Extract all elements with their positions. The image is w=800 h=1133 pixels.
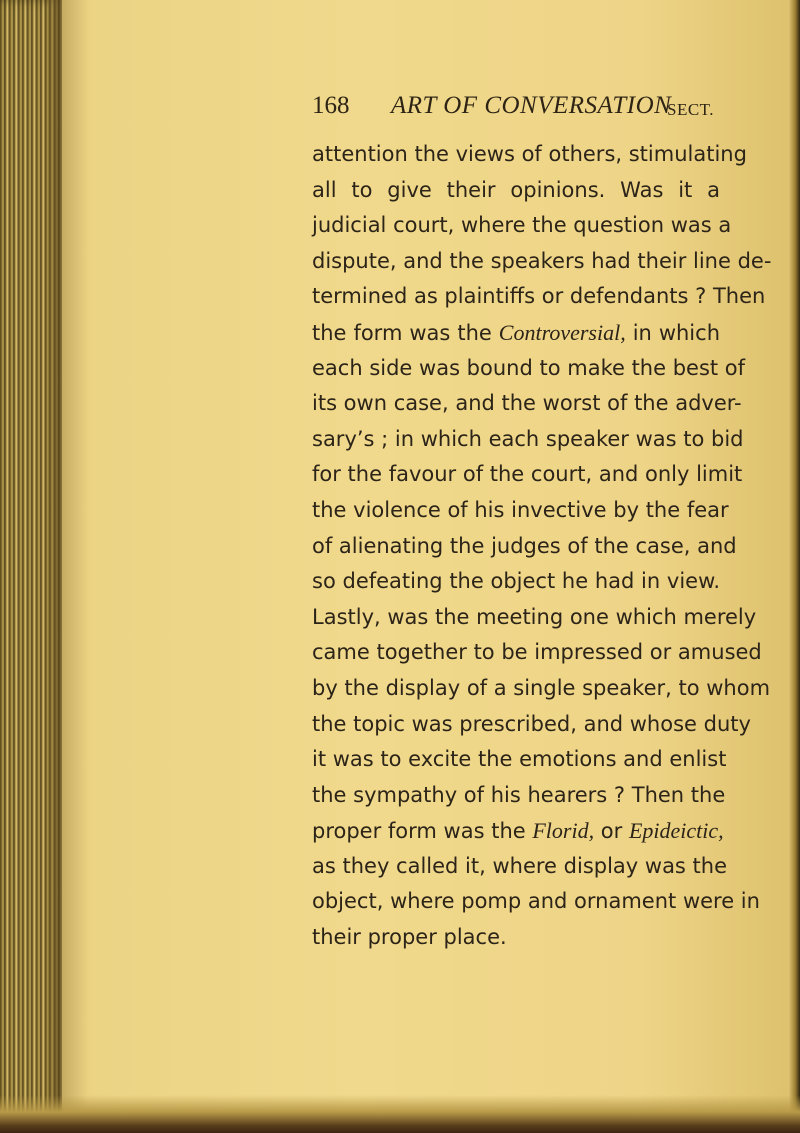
text-run: proper form was the	[312, 819, 533, 844]
text-line	[312, 920, 720, 956]
bottom-page-edge	[0, 1095, 800, 1133]
text-line	[312, 422, 744, 458]
text-run: their proper place.	[312, 925, 507, 950]
text-line	[312, 315, 720, 351]
text-run: attention the views of others, stimulating	[312, 142, 747, 166]
text-run: the topic was prescribed, and whose duty	[312, 711, 751, 736]
text-line	[312, 742, 727, 778]
running-title: ART OF CONVERSATION	[391, 92, 672, 119]
text-run: termined as plaintiffs or defendants ? Then	[312, 284, 766, 309]
text-run: its own case, and the worst of the adver-	[312, 391, 742, 416]
text-line	[312, 707, 751, 743]
running-header	[312, 92, 715, 128]
page-number: 168	[312, 92, 350, 119]
text-line	[312, 351, 746, 387]
text-line	[312, 813, 724, 849]
text-line	[312, 600, 757, 636]
body-text	[312, 137, 772, 956]
text-line	[312, 457, 743, 493]
text-line	[312, 884, 760, 920]
text-line	[312, 849, 728, 885]
text-line	[312, 493, 729, 529]
italic-term: Florid,	[532, 818, 595, 844]
text-run: so defeating the object he had in view.	[312, 569, 720, 594]
text-line	[312, 671, 771, 707]
text-run: sary’s ; in which each speaker was to bid	[312, 426, 744, 451]
text-run: dispute, and the speakers had their line de-	[312, 248, 772, 273]
text-run: all to give their opinions. Was it a	[312, 177, 720, 202]
text-line	[312, 208, 732, 244]
text-run: of alienating the judges of the case, and	[312, 533, 737, 558]
section-label: SECT.	[667, 100, 715, 119]
text-line	[312, 173, 720, 209]
text-line	[312, 244, 772, 280]
text-line	[312, 778, 726, 814]
text-line	[312, 386, 742, 422]
text-run: Lastly, was the meeting one which merely	[312, 604, 757, 629]
text-run: as they called it, where display was the	[312, 853, 728, 878]
text-line	[312, 279, 766, 315]
text-run: judicial court, where the question was a	[312, 213, 732, 238]
gutter-shadow	[48, 0, 88, 1133]
text-run: by the display of a single speaker, to whom	[312, 675, 771, 700]
text-run: came together to be impressed or amused	[312, 640, 762, 665]
italic-term: Epideictic,	[628, 818, 724, 844]
italic-term: Controversial,	[498, 319, 626, 345]
text-line	[312, 137, 747, 173]
text-run: each side was bound to make the best of	[312, 355, 746, 380]
right-page-edge	[788, 0, 800, 1133]
text-run: the form was the	[312, 320, 499, 345]
text-run: it was to excite the emotions and enlist	[312, 747, 727, 772]
text-run: or	[594, 819, 629, 844]
text-run: object, where pomp and ornament were in	[312, 889, 760, 914]
text-line	[312, 635, 762, 671]
text-line	[312, 529, 737, 565]
text-run: the sympathy of his hearers ? Then the	[312, 782, 726, 807]
text-run: for the favour of the court, and only limit	[312, 462, 743, 487]
text-run: in which	[625, 320, 720, 345]
text-line	[312, 564, 720, 600]
text-run: the violence of his invective by the fear	[312, 497, 729, 522]
